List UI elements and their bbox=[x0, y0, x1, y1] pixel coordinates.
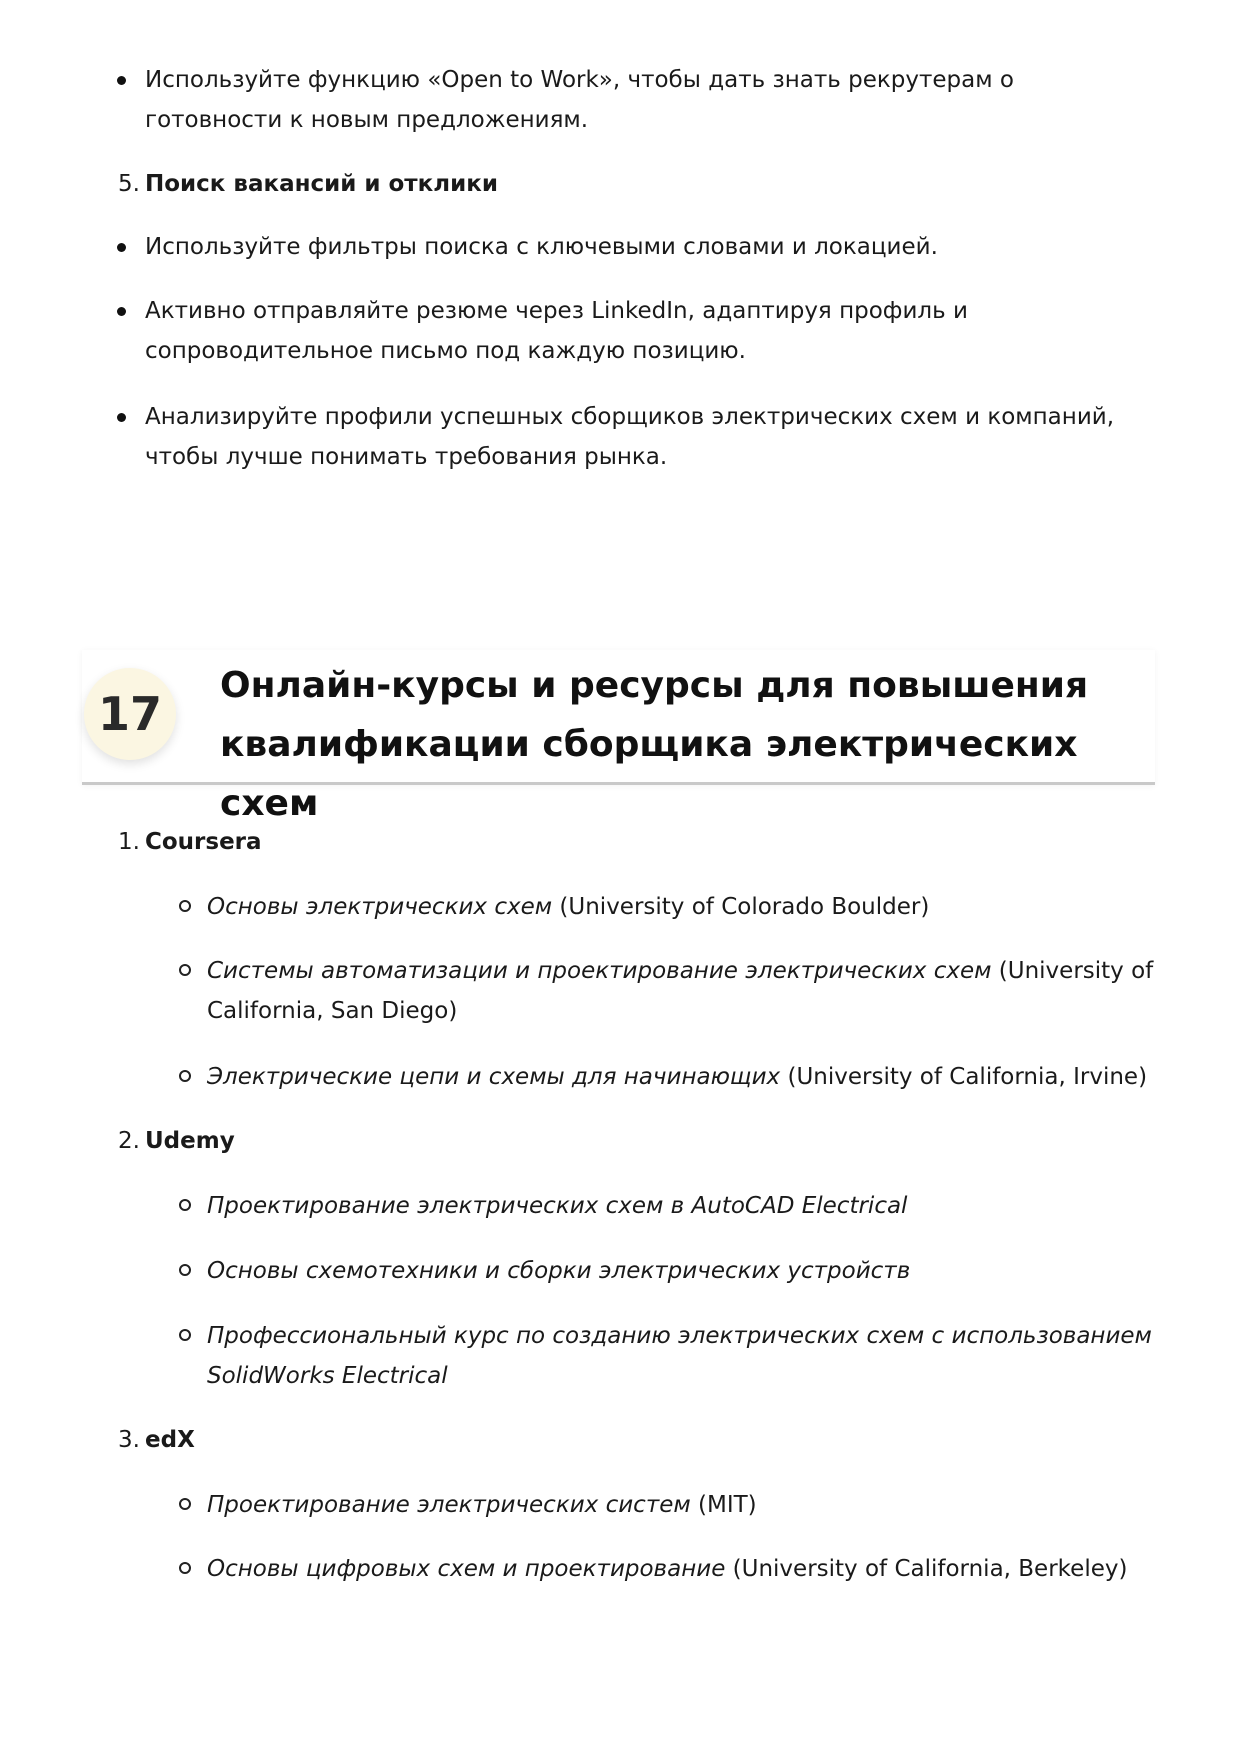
item5-bullet-1: Используйте фильтры поиска с ключевыми словами и локацией. bbox=[145, 234, 938, 260]
course-item bbox=[207, 1549, 1157, 1589]
course-title: Основы схемотехники и сборки электрических устройств bbox=[207, 1258, 911, 1284]
course-title: Электрические цепи и схемы для начинающих bbox=[207, 1064, 781, 1090]
item-number: 5. bbox=[118, 171, 140, 197]
provider-name: Coursera bbox=[145, 829, 262, 855]
course-title: Проектирование электрических схем в AutoCAD Electrical bbox=[207, 1193, 908, 1219]
item5-bullet-3: Анализируйте профили успешных сборщиков электрических схем и компаний, чтобы лучше понимать требования рынка. bbox=[145, 404, 1115, 470]
course-title: Проектирование электрических систем bbox=[207, 1492, 691, 1518]
circle-bullet bbox=[179, 1562, 191, 1574]
course-title: Профессиональный курс по созданию электрических схем с использованием SolidWorks Electrical bbox=[207, 1323, 1152, 1389]
course-item bbox=[207, 1251, 1157, 1291]
course-org: (University of California, Berkeley) bbox=[725, 1556, 1128, 1582]
circle-bullet bbox=[179, 900, 191, 912]
course-item bbox=[207, 1057, 1157, 1097]
provider-name: Udemy bbox=[145, 1128, 235, 1154]
provider-number: 3. bbox=[118, 1427, 140, 1453]
course-item bbox=[207, 1186, 1157, 1226]
bullet-dot bbox=[117, 307, 126, 316]
course-org: (University of California, San Diego) bbox=[207, 958, 1154, 1024]
section-number-badge: 17 bbox=[84, 668, 176, 760]
bullet-dot bbox=[117, 76, 126, 85]
provider-number: 2. bbox=[118, 1128, 140, 1154]
circle-bullet bbox=[179, 964, 191, 976]
circle-bullet bbox=[179, 1199, 191, 1211]
section-title: Онлайн-курсы и ресурсы для повышения квалификации сборщика электрических схем bbox=[220, 665, 1089, 824]
provider-name: edX bbox=[145, 1427, 195, 1453]
bullet-dot bbox=[117, 243, 126, 252]
course-item bbox=[207, 951, 1157, 1031]
circle-bullet bbox=[179, 1264, 191, 1276]
course-title: Системы автоматизации и проектирование электрических схем bbox=[207, 958, 992, 984]
item-title: Поиск вакансий и отклики bbox=[145, 171, 498, 197]
course-item bbox=[207, 1485, 1157, 1525]
bullet-dot bbox=[117, 413, 126, 422]
course-item bbox=[207, 1316, 1157, 1396]
circle-bullet bbox=[179, 1070, 191, 1082]
circle-bullet bbox=[179, 1329, 191, 1341]
intro-bullet-text: Используйте функцию «Open to Work», чтобы дать знать рекрутерам о готовности к новым предложениям. bbox=[145, 67, 1014, 133]
course-title: Основы цифровых схем и проектирование bbox=[207, 1556, 726, 1582]
course-title: Основы электрических схем bbox=[207, 894, 553, 920]
provider-number: 1. bbox=[118, 829, 140, 855]
course-org: (MIT) bbox=[690, 1492, 757, 1518]
circle-bullet bbox=[179, 1498, 191, 1510]
item5-bullet-2: Активно отправляйте резюме через LinkedIn, адаптируя профиль и сопроводительное письмо под каждую позицию. bbox=[145, 298, 968, 364]
course-org: (University of California, Irvine) bbox=[780, 1064, 1148, 1090]
course-item bbox=[207, 887, 1157, 927]
course-org: (University of Colorado Boulder) bbox=[552, 894, 930, 920]
